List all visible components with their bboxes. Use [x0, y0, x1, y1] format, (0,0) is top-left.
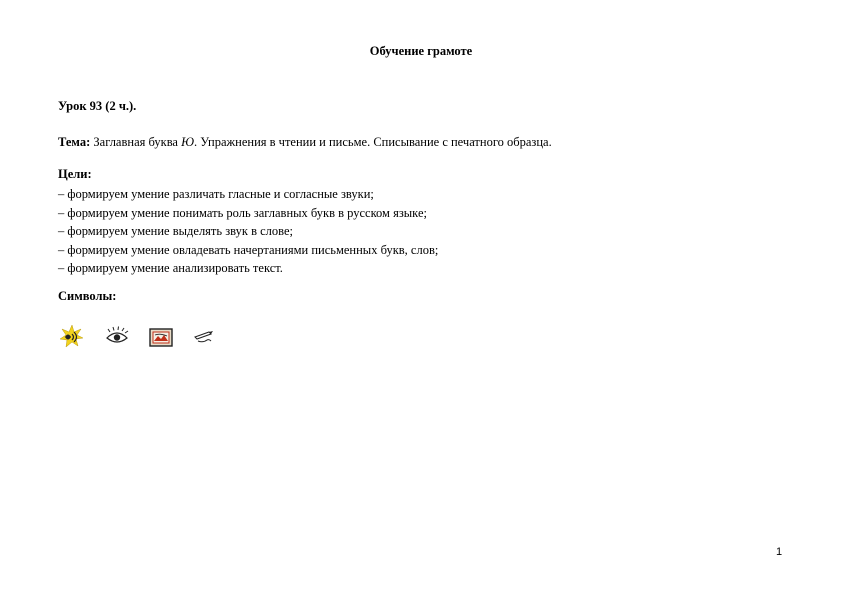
goal-item: – формируем умение понимать роль заглавных букв в русском языке;: [58, 205, 427, 220]
goals-list: [58, 185, 438, 278]
topic-text-after: . Упражнения в чтении и письме. Списывание с печатного образца.: [194, 135, 552, 149]
goal-item: – формируем умение выделять звук в слове;: [58, 224, 293, 238]
topic-line: [58, 135, 552, 150]
lesson-heading: Урок 93 (2 ч.).: [58, 99, 137, 113]
goal-item: – формируем умение различать гласные и согласные звуки;: [58, 187, 374, 201]
topic-text-before: Заглавная буква: [90, 135, 182, 149]
topic-letter: Ю: [181, 135, 195, 149]
page-title: Обучение грамоте: [369, 44, 473, 58]
pen-icon: [192, 324, 218, 350]
page-number: 1: [776, 546, 783, 558]
sound-star-icon: [58, 324, 84, 350]
symbols-heading: Символы:: [58, 289, 117, 303]
eye-icon: [104, 324, 130, 350]
goals-heading: Цели:: [58, 167, 92, 181]
picture-frame-icon: [148, 324, 174, 350]
topic-label: Тема:: [58, 135, 91, 149]
goal-item: – формируем умение анализировать текст.: [58, 261, 283, 275]
goal-item: – формируем умение овладевать начертаниями письменных букв, слов;: [58, 242, 439, 257]
